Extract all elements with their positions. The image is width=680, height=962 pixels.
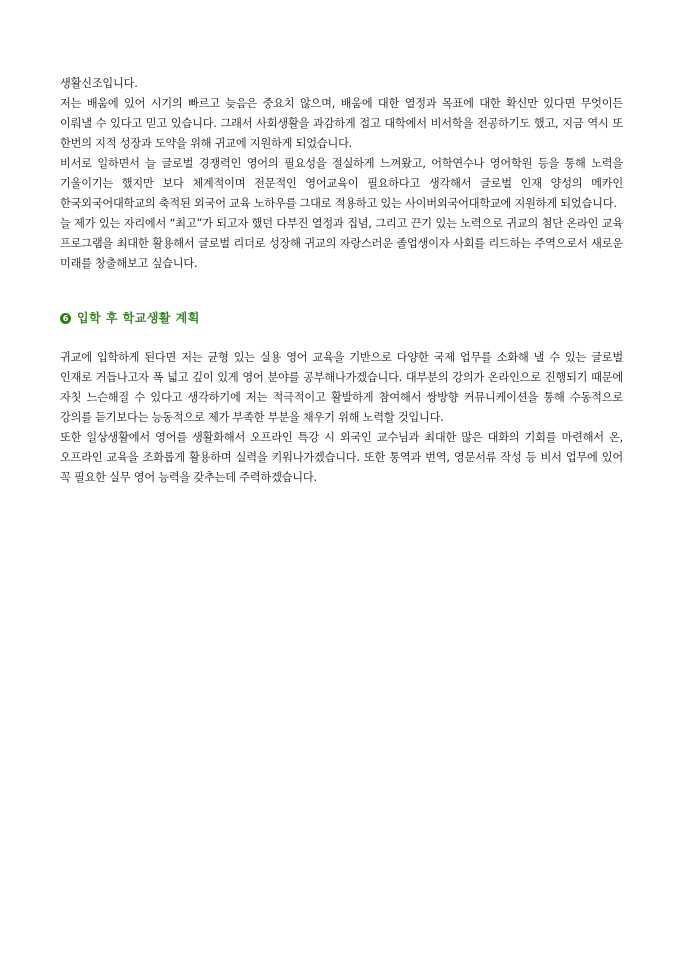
section-number-badge: 6 [60, 313, 71, 324]
section-title-text: 입학 후 학교생활 계획 [77, 311, 200, 325]
paragraph: 또한 일상생활에서 영어를 생활화해서 오프라인 특강 시 외국인 교수님과 최대한 많은 대화의 기회를 마련해서 온, 오프라인 교육을 조화롭게 활용하며 실력을 키워나가겠습니다. 또한 통역과 번역, 영문서류 작성 등 비서 업무에 있어 꼭 필요한 실무 영어 능력을 갖추는데 주력하겠습니다. [60, 431, 623, 484]
paragraph: 늘 제가 있는 자리에서 “최고”가 되고자 했던 다부진 열정과 집념, 그리고 끈기 있는 노력으로 귀교의 첨단 온라인 교육 프로그램을 최대한 활용해서 글로벌 리더로 성장해 귀교의 자랑스러운 졸업생이자 사회를 리드하는 주역으로서 새로운 미래를 창출해보고 싶습니다. [60, 217, 623, 270]
paragraph: 귀교에 입학하게 된다면 저는 균형 있는 실용 영어 교육을 기반으로 다양한 국제 업무를 소화해 낼 수 있는 글로벌 인재로 거듭나고자 폭 넓고 깊이 있게 영어 분야를 공부해나가겠습니다. 대부분의 강의가 온라인으로 진행되기 때문에 자칫 느슨해질 수 있다고 생각하기에 저는 적극적이고 활발하게 참여해서 쌍방향 커뮤니케이션을 통해 수동적으로 강의를 듣기보다는 능동적으로 제가 부족한 부분을 채우기 위해 노력할 것입니다. [60, 351, 623, 424]
paragraph: 저는 배움에 있어 시기의 빠르고 늦음은 중요치 않으며, 배움에 대한 열정과 목표에 대한 확신만 있다면 무엇이든 이뤄낼 수 있다고 믿고 있습니다. 그래서 사회생활을 과감하게 접고 대학에서 비서학을 전공하기도 했고, 지금 역시 또 한번의 지적 성장과 도약을 위해 귀교에 지원하게 되었습니다. [60, 97, 623, 150]
intro-section [60, 74, 623, 274]
paragraph: 생활신조입니다. [60, 77, 138, 90]
plan-section [60, 348, 623, 488]
paragraph: 비서로 일하면서 늘 글로벌 경쟁력인 영어의 필요성을 절실하게 느껴왔고, 어학연수나 영어학원 등을 통해 노력을 기울이기는 했지만 보다 체계적이며 전문적인 영어교육이 필요하다고 생각해서 글로벌 인재 양성의 메카인 한국외국어대학교의 축적된 외국어 교육 노하우를 그대로 적용하고 있는 사이버외국어대학교에 지원하게 되었습니다. [60, 157, 623, 210]
section-heading [60, 308, 623, 328]
document-page [60, 74, 623, 488]
